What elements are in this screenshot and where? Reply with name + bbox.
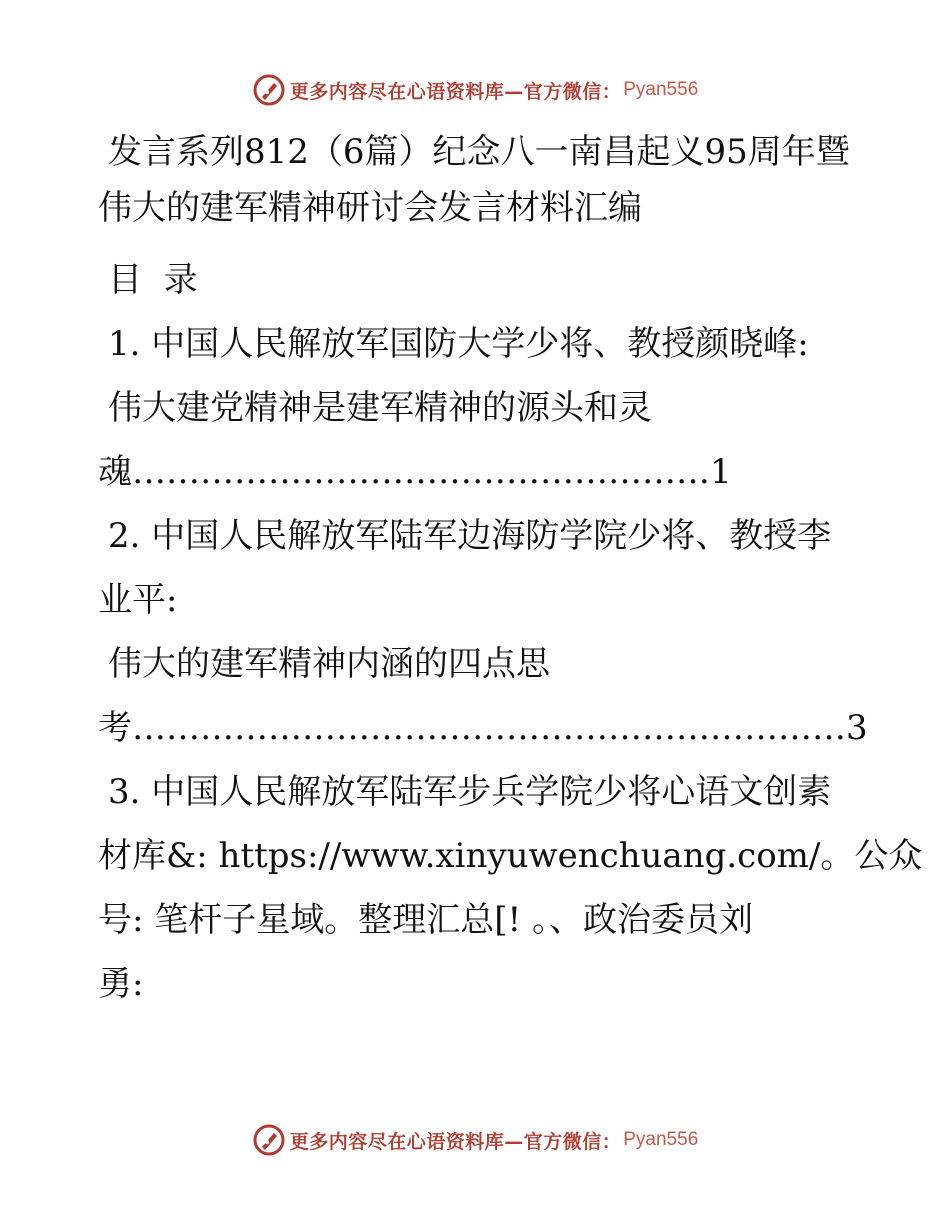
toc-heading: 目 录: [108, 260, 198, 300]
toc-entry-3-line4: 勇:: [98, 964, 144, 1004]
toc-entry-1-speaker: 1. 中国人民解放军国防大学少将、教授颜晓峰:: [108, 324, 809, 364]
toc-entry-2-speaker-line2: 业平:: [98, 580, 178, 620]
pen-circle-logo-icon: [252, 1123, 286, 1157]
title-line-2: 伟大的建军精神研讨会发言材料汇编: [98, 188, 642, 228]
toc-entry-3-line2: 材库&: https://www.xinyuwenchuang.com/。公众: [98, 836, 923, 876]
header-wechat-id: Pyan556: [623, 79, 699, 100]
footer-banner-text: 更多内容尽在心语资料库—官方微信：: [289, 1130, 622, 1153]
toc-entry-2-topic: 伟大的建军精神内涵的四点思: [108, 644, 550, 684]
title-line-1: 发言系列812（6篇）纪念八一南昌起义95周年暨: [108, 132, 850, 172]
toc-entry-2-speaker-line1: 2. 中国人民解放军陆军边海防学院少将、教授李: [108, 516, 832, 556]
toc-entry-1-topic: 伟大建党精神是建军精神的源头和灵: [108, 388, 652, 428]
pen-circle-logo-icon: [252, 73, 286, 107]
document-body: [98, 124, 923, 1016]
header-banner: [0, 70, 950, 110]
toc-entry-3-line3: 号: 笔杆子星域。整理汇总[! 。、政治委员刘: [98, 900, 753, 940]
header-banner-text: 更多内容尽在心语资料库—官方微信：: [289, 80, 622, 103]
toc-entry-3-line1: 3. 中国人民解放军陆军步兵学院少将心语文创素: [108, 772, 832, 812]
document-title: [98, 124, 878, 236]
footer-wechat-id: Pyan556: [623, 1129, 699, 1150]
toc-entry-1-tail: 魂……………………………………………1: [98, 452, 732, 492]
footer-banner: [0, 1120, 950, 1160]
toc-entry-2-tail: 考………………………………………………………3: [98, 708, 868, 748]
